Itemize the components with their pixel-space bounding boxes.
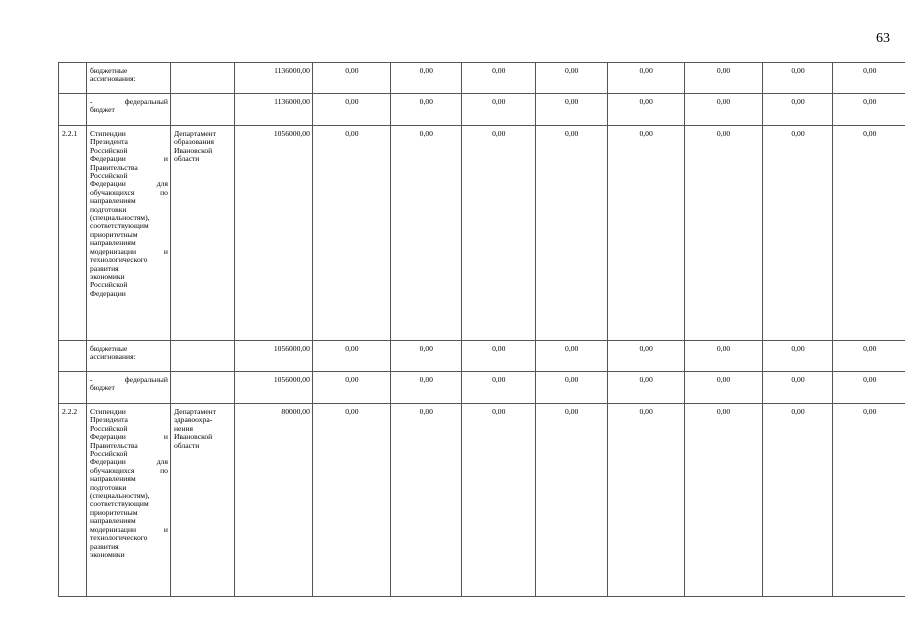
description-word: приоритетным — [89, 507, 138, 517]
row-executor-cell — [170, 94, 234, 126]
description-word: Стипендии — [89, 407, 126, 416]
row-value-cell: 0,00 — [607, 341, 684, 372]
row-value-cell: 0,00 — [833, 63, 905, 94]
row-code-cell — [59, 341, 87, 372]
page-number: 63 — [876, 31, 890, 46]
row-description-cell — [86, 63, 170, 94]
description-word: и — [163, 246, 168, 256]
row-value-cell: 0,00 — [390, 341, 461, 372]
row-value-cell: 1056000,00 — [234, 372, 312, 404]
description-line — [90, 353, 168, 361]
row-value-cell: 0,00 — [390, 63, 461, 94]
row-description-cell — [86, 404, 170, 597]
row-value-cell: 0,00 — [312, 63, 390, 94]
description-word: обучающихся — [89, 465, 135, 475]
row-code-cell: 2.2.2 — [59, 404, 87, 597]
row-value-cell: 0,00 — [684, 126, 762, 341]
table-row — [59, 126, 905, 341]
row-value-cell: 1136000,00 — [234, 94, 312, 126]
description-word: направлениям — [89, 238, 136, 248]
row-value-cell: 0,00 — [390, 372, 461, 404]
row-value-cell: 0,00 — [461, 341, 535, 372]
description-word: по — [160, 465, 168, 475]
description-line — [90, 384, 168, 392]
row-value-cell: 0,00 — [607, 63, 684, 94]
row-value-cell: 0,00 — [607, 94, 684, 126]
row-value-cell: 0,00 — [312, 94, 390, 126]
description-word: ассигнования: — [89, 74, 136, 84]
row-value-cell: 0,00 — [535, 94, 607, 126]
executor-line: Департамент — [173, 407, 217, 416]
row-value-cell: 0,00 — [762, 341, 833, 372]
row-value-cell: 0,00 — [390, 94, 461, 126]
description-word: модернизации — [89, 524, 137, 534]
description-word: Федерации — [89, 179, 126, 189]
description-word: Российской — [89, 423, 128, 433]
row-description-cell — [86, 341, 170, 372]
description-word: Российской — [89, 449, 128, 459]
description-line — [90, 75, 168, 83]
row-value-cell: 0,00 — [684, 341, 762, 372]
description-word: направлениям — [89, 474, 136, 484]
row-value-cell: 0,00 — [684, 94, 762, 126]
description-word: и — [163, 154, 168, 164]
description-word: бюджет — [89, 383, 115, 393]
description-word: бюджет — [89, 105, 115, 115]
row-value-cell: 0,00 — [833, 404, 905, 597]
executor-line: нения — [173, 423, 194, 433]
row-value-cell: 1056000,00 — [234, 341, 312, 372]
row-value-cell: 0,00 — [833, 126, 905, 341]
description-line — [90, 551, 168, 559]
executor-line: области — [173, 440, 200, 450]
row-value-cell: 0,00 — [684, 372, 762, 404]
description-word: направлениям — [89, 196, 136, 206]
description-word: развития — [89, 541, 119, 551]
row-value-cell: 0,00 — [607, 372, 684, 404]
description-word: (специальностям), — [89, 491, 150, 501]
executor-line: области — [173, 154, 200, 164]
description-word: Стипендии — [89, 129, 126, 138]
description-word: подготовки — [89, 482, 127, 492]
row-code-cell: 2.2.1 — [59, 126, 87, 341]
description-word: - — [89, 97, 93, 106]
row-value-cell: 80000,00 — [234, 404, 312, 597]
executor-line: образования — [173, 137, 215, 147]
row-value-cell: 0,00 — [312, 372, 390, 404]
row-value-cell: 0,00 — [833, 94, 905, 126]
description-word: соответствующим — [89, 499, 149, 509]
row-value-cell: 0,00 — [312, 404, 390, 597]
description-word: для — [156, 457, 168, 467]
row-value-cell: 0,00 — [762, 372, 833, 404]
row-description-cell — [86, 372, 170, 404]
row-value-cell: 0,00 — [461, 126, 535, 341]
executor-line: Ивановской — [173, 432, 213, 442]
description-word: бюджетные — [89, 66, 128, 75]
description-word: экономики — [89, 549, 125, 559]
row-value-cell: 0,00 — [684, 404, 762, 597]
row-value-cell: 0,00 — [535, 404, 607, 597]
description-word: Федерации — [89, 432, 126, 442]
executor-line: здравоохра- — [173, 415, 213, 425]
description-word: Федерации — [89, 457, 126, 467]
row-code-cell — [59, 94, 87, 126]
row-value-cell: 0,00 — [312, 126, 390, 341]
row-value-cell: 0,00 — [762, 404, 833, 597]
row-value-cell: 0,00 — [390, 404, 461, 597]
description-word: Российской — [89, 280, 128, 290]
row-value-cell: 0,00 — [762, 126, 833, 341]
row-value-cell: 1136000,00 — [234, 63, 312, 94]
description-word: развития — [89, 263, 119, 273]
description-word: направлениям — [89, 516, 136, 526]
row-value-cell: 0,00 — [461, 94, 535, 126]
row-description-cell — [86, 126, 170, 341]
description-word: и — [163, 524, 168, 534]
description-word: технологического — [89, 533, 148, 543]
row-executor-cell — [170, 63, 234, 94]
row-value-cell: 0,00 — [535, 126, 607, 341]
table-row — [59, 341, 905, 372]
description-word: технологического — [89, 255, 148, 265]
description-word: Российской — [89, 145, 128, 155]
description-word: - — [89, 375, 93, 384]
row-code-cell — [59, 372, 87, 404]
row-value-cell: 0,00 — [312, 341, 390, 372]
description-word: экономики — [89, 271, 125, 281]
row-value-cell: 1056000,00 — [234, 126, 312, 341]
description-word: ассигнования: — [89, 352, 136, 362]
description-word: федеральный — [124, 375, 168, 384]
table-row — [59, 372, 905, 404]
row-value-cell: 0,00 — [535, 63, 607, 94]
description-word: для — [156, 179, 168, 189]
description-word: приоритетным — [89, 229, 138, 239]
description-word: Федерации — [89, 154, 126, 164]
row-value-cell: 0,00 — [390, 126, 461, 341]
row-value-cell: 0,00 — [461, 63, 535, 94]
row-executor-cell — [170, 126, 234, 341]
description-word: подготовки — [89, 204, 127, 214]
description-word: модернизации — [89, 246, 137, 256]
row-code-cell — [59, 63, 87, 94]
row-value-cell: 0,00 — [762, 63, 833, 94]
row-value-cell: 0,00 — [833, 372, 905, 404]
row-value-cell: 0,00 — [833, 341, 905, 372]
description-line — [90, 106, 168, 114]
row-value-cell: 0,00 — [461, 372, 535, 404]
table-row — [59, 63, 905, 94]
description-word: обучающихся — [89, 187, 135, 197]
description-word: Правительства — [89, 440, 138, 450]
budget-table-body — [59, 63, 905, 597]
row-value-cell: 0,00 — [684, 63, 762, 94]
description-word: (специальностям), — [89, 213, 150, 223]
description-word: Правительства — [89, 162, 138, 172]
description-word: Президента — [89, 415, 128, 425]
table-row — [59, 94, 905, 126]
row-value-cell: 0,00 — [535, 341, 607, 372]
row-executor-cell — [170, 404, 234, 597]
description-word: соответствующим — [89, 221, 149, 231]
row-value-cell: 0,00 — [762, 94, 833, 126]
description-line — [90, 290, 168, 298]
description-word: по — [160, 187, 168, 197]
description-word: федеральный — [124, 97, 168, 106]
executor-line: Департамент — [173, 129, 217, 138]
row-description-cell — [86, 94, 170, 126]
executor-line: Ивановской — [173, 145, 213, 155]
row-executor-cell — [170, 341, 234, 372]
row-value-cell: 0,00 — [535, 372, 607, 404]
description-word: Федерации — [89, 288, 126, 298]
row-executor-cell — [170, 372, 234, 404]
row-value-cell: 0,00 — [607, 126, 684, 341]
table-row — [59, 404, 905, 597]
budget-table — [58, 62, 905, 597]
row-value-cell: 0,00 — [461, 404, 535, 597]
description-word: бюджетные — [89, 344, 128, 353]
description-word: Российской — [89, 171, 128, 181]
row-value-cell: 0,00 — [607, 404, 684, 597]
description-word: Президента — [89, 137, 128, 147]
description-word: и — [163, 432, 168, 442]
